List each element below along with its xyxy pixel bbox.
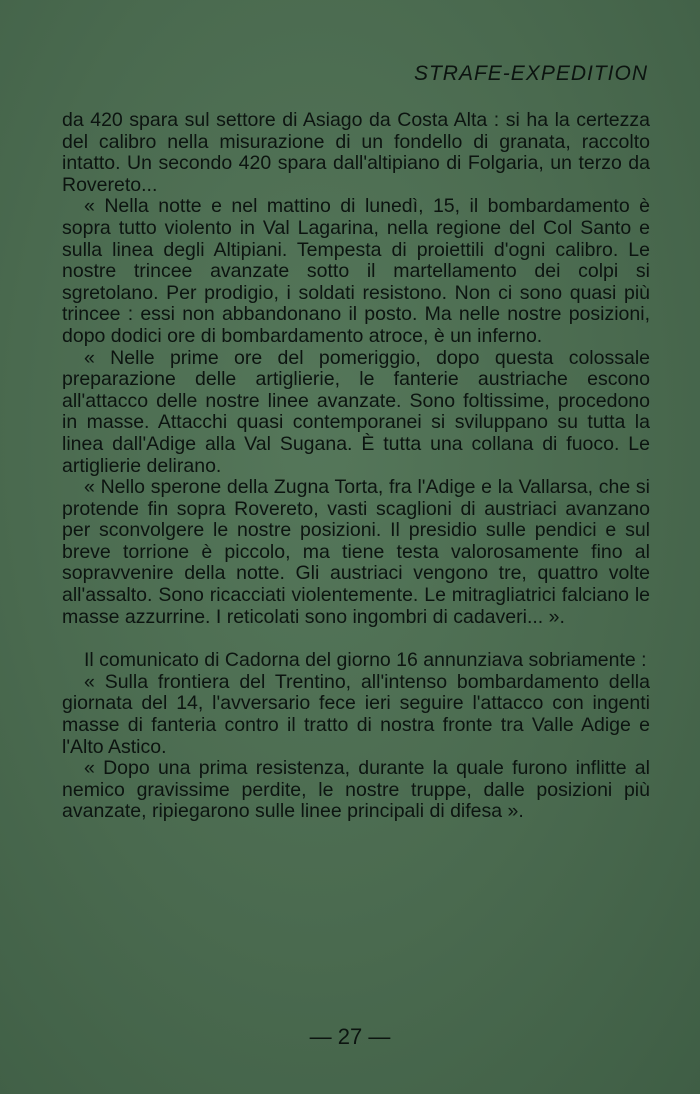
paragraph: « Dopo una prima resistenza, durante la quale furono inflitte al nemico gravissime perdite, le nostre truppe, dalle posizioni più avanzate, ripiegarono sulle linee principali di difesa ». xyxy=(62,757,650,823)
paragraph: « Nella notte e nel mattino di lunedì, 15, il bombardamento è sopra tutto violento in Val Lagarina, nella regione del Col Santo e sulla linea degli Altipiani. Tempesta di proiettili d'ogni calibro. Le nostre trincee avanzate sotto il martellamento dei colpi si sgretolano. Per prodigio, i soldati resistono. Non ci sono quasi più trincee : essi non abbandonano il posto. Ma nelle nostre posizioni, dopo dodici ore di bombardamento atroce, è un inferno. xyxy=(62,195,650,347)
paragraph: Il comunicato di Cadorna del giorno 16 annunziava sobriamente : xyxy=(84,649,647,672)
paragraph: « Nelle prime ore del pomeriggio, dopo questa colossale preparazione delle artiglierie, le fanterie austriache escono all'attacco delle nostre linee avanzate. Sono foltissime, procedono in masse. Attacchi quasi contemporanei si sviluppano su tutta la linea dall'Adige alla Val Sugana. È tutta una collana di fuoco. Le artiglierie delirano. xyxy=(62,346,650,477)
body-text xyxy=(62,110,650,823)
page-number: — 27 — xyxy=(309,1024,391,1049)
paragraph: « Sulla frontiera del Trentino, all'intenso bombardamento della giornata del 14, l'avversario fece ieri seguire l'attacco con ingenti masse di fanteria contro il tratto di nostra fronte tra Valle Adige e l'Alto Astico. xyxy=(62,670,650,758)
section-gap xyxy=(62,628,650,650)
paragraph: « Nello sperone della Zugna Torta, fra l'Adige e la Vallarsa, che si protende fin sopra Rovereto, vasti scaglioni di austriaci avanzano per sconvolgere le nostre posizioni. Il presidio sulle pendici e sul breve torrione è piccolo, ma tiene testa valorosamente fino al sopravvenire della notte. Gli austriaci vengono tre, quattro volte all'assalto. Sono ricacciati violentemente. Le mitragliatrici falciano le masse azzurrine. I reticolati sono ingombri di cadaveri... ». xyxy=(62,476,650,628)
paragraph: da 420 spara sul settore di Asiago da Costa Alta : si ha la certezza del calibro nella misurazione di un fondello di granata, raccolto intatto. Un secondo 420 spara dall'altipiano di Folgaria, un terzo da Rovereto... xyxy=(62,109,650,196)
running-title: STRAFE-EXPEDITION xyxy=(413,62,648,85)
